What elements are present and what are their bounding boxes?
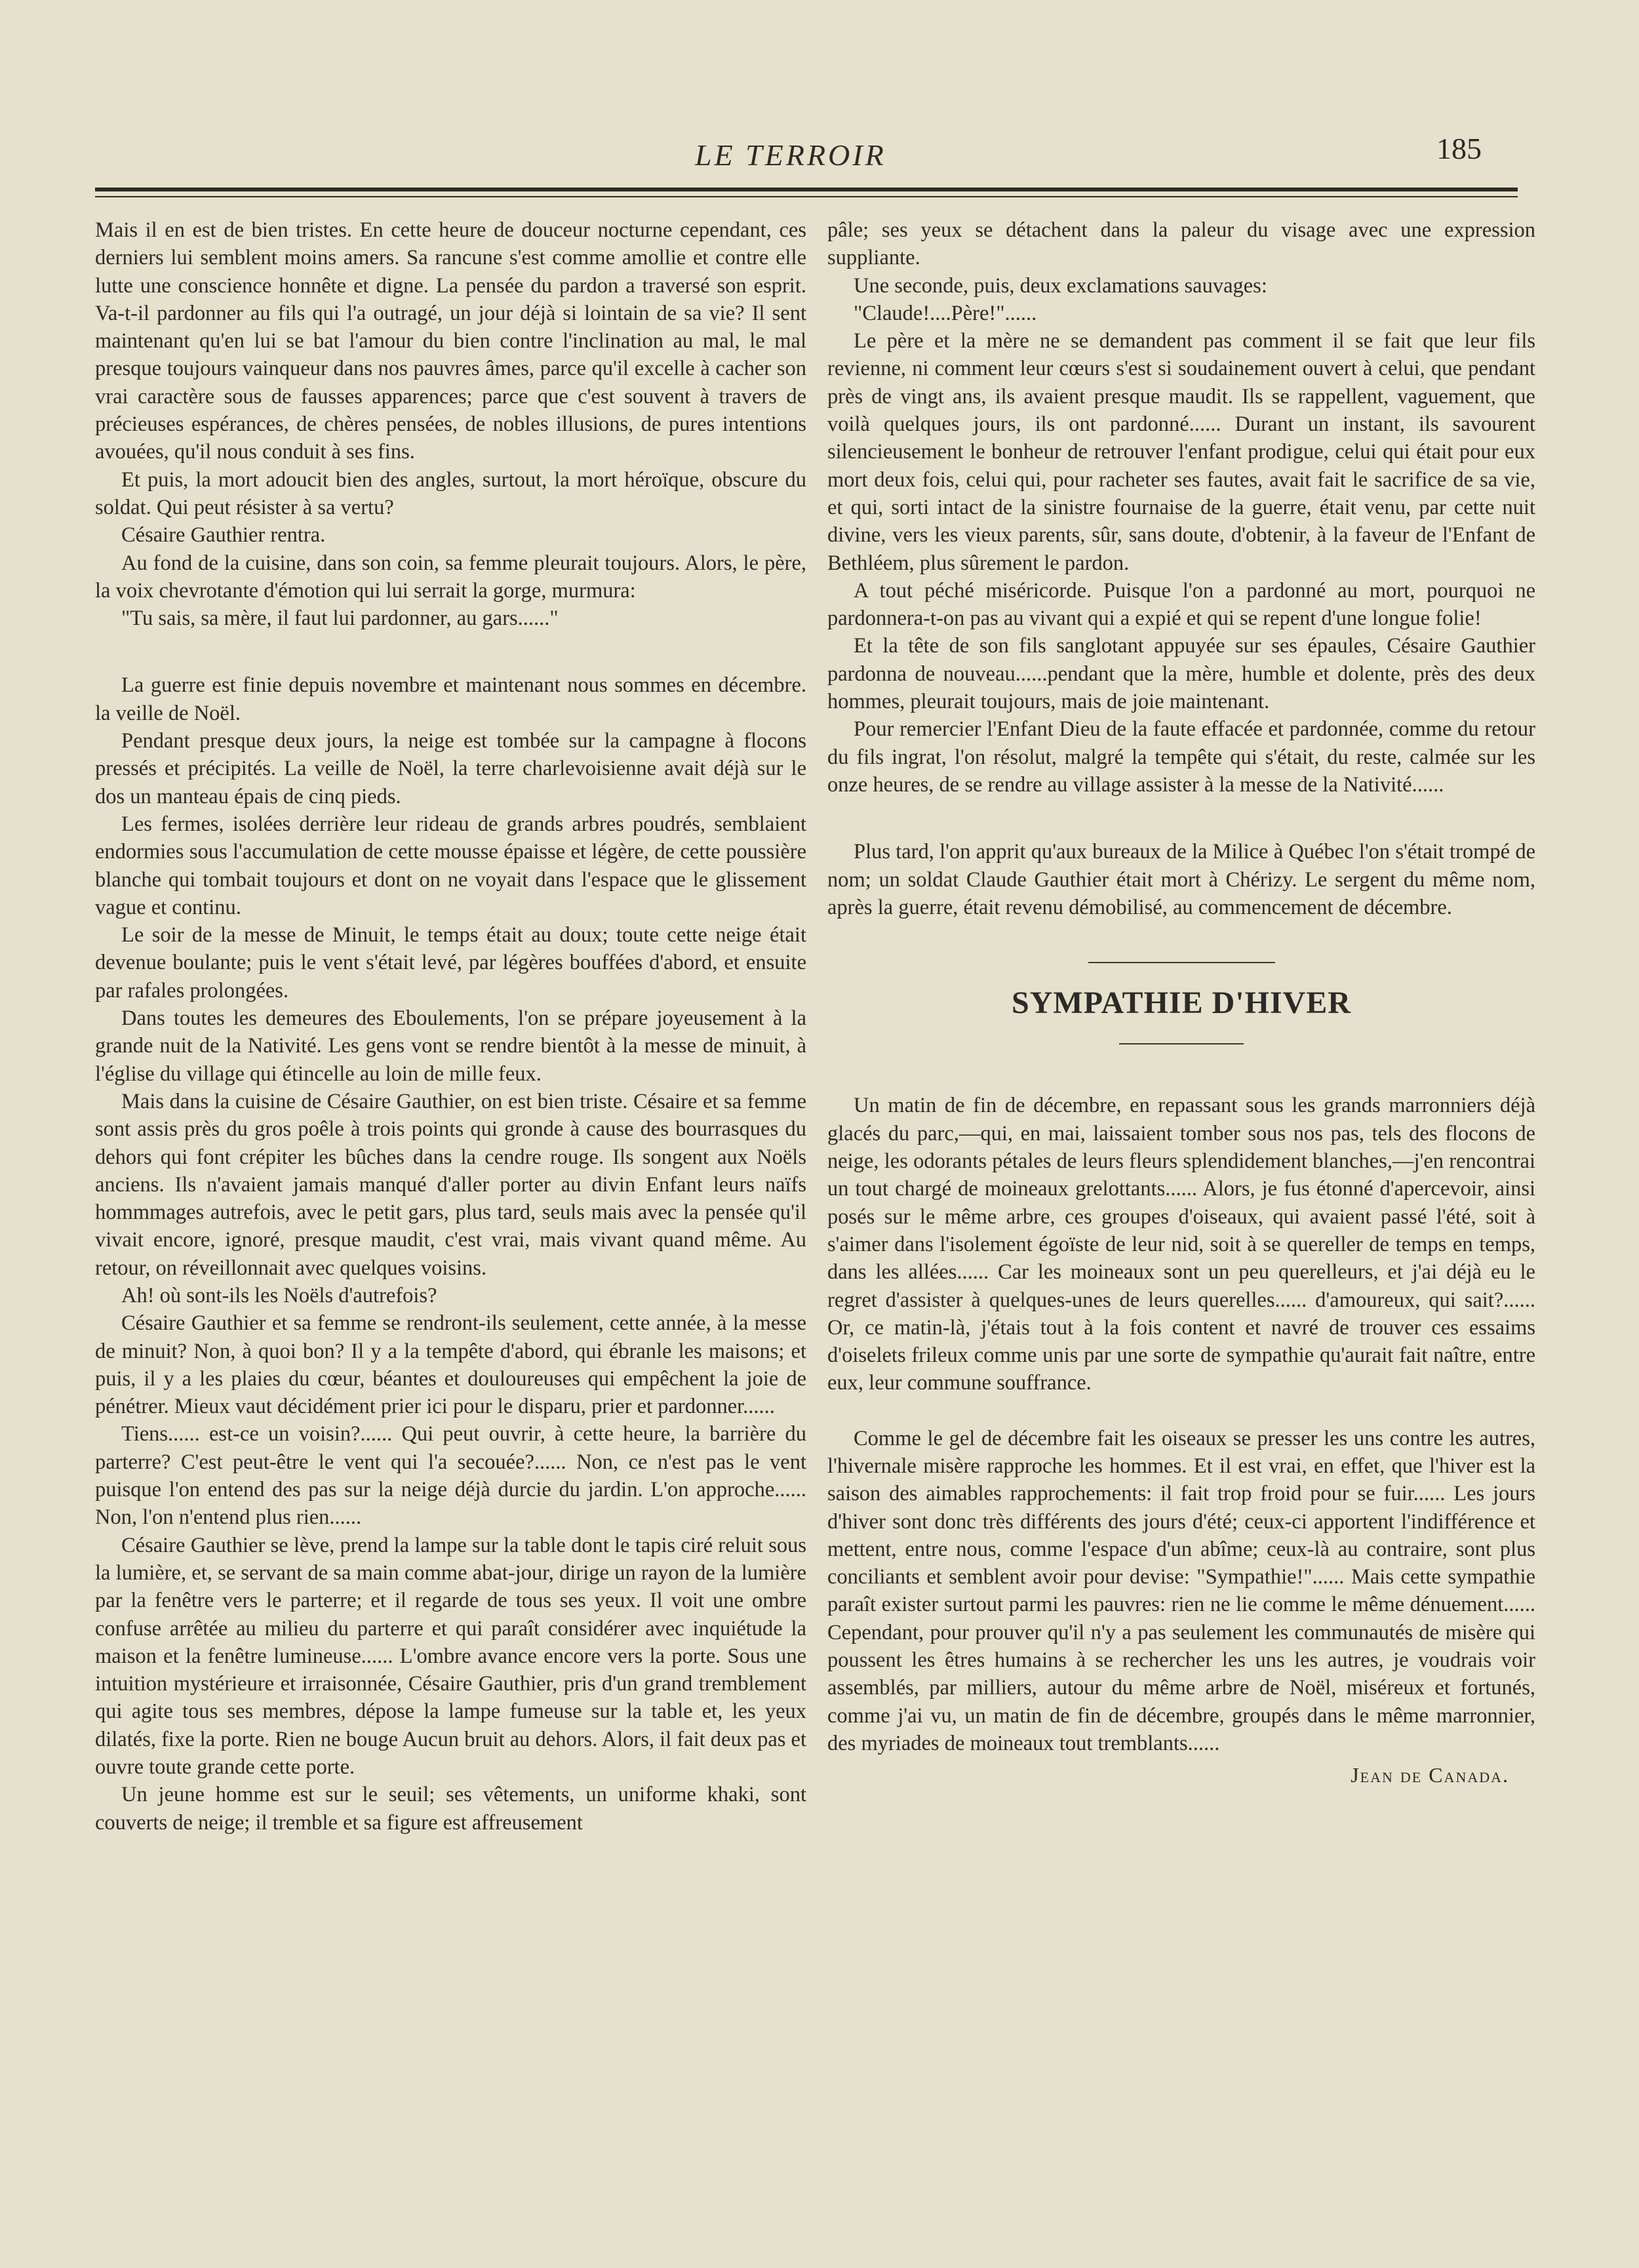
paragraph: Au fond de la cuisine, dans son coin, sa femme pleurait toujours. Alors, le père, la voix chevrotante d'émotion qui lui serrait la gorge, murmura:	[95, 551, 806, 603]
paragraph: Le père et la mère ne se demandent pas comment il se fait que leur fils revienne, ni comment leur cœurs s'est si soudainement ouvert à celui, que pendant près de vingt ans, ils avaient presque maudit. Ils se rappellent, vaguement, que voilà quelques jours, ils ont pardonné...... Durant un instant, ils savourent silencieusement le bonheur de retrouver l'enfant prodigue, celui qui était pour eux mort deux fois, celui qui, pour racheter ses fautes, avait fait le sacrifice de sa vie, et qui, sorti intact de la sinistre fournaise de la guerre, était venu, par cette nuit divine, vers les vieux parents, sûr, sans doute, d'obtenir, à la faveur de l'Enfant de Bethléem, plus sûrement le pardon.	[827, 329, 1535, 575]
left-column	[95, 216, 806, 1837]
paragraph: Et puis, la mort adoucit bien des angles, surtout, la mort héroïque, obscure du soldat. Qui peut résister à sa vertu?	[95, 468, 806, 519]
header-rule-thin	[95, 196, 1518, 197]
author-signature: Jean de Canada.	[1351, 1763, 1509, 1787]
epilogue-paragraph: Plus tard, l'on apprit qu'aux bureaux de la Milice à Québec l'on s'était trompé de nom; un soldat Claude Gauthier était mort à Chérizy. Le sergent du même nom, après la guerre, était revenu démobilisé, au commencement de décembre.	[827, 840, 1535, 919]
page-number: 185	[1436, 132, 1482, 165]
paragraph: Mais il en est de bien tristes. En cette heure de douceur nocturne cependant, ces derniers lui semblent moins amers. Sa rancune s'est comme amollie et contre elle lutte une conscience honnête et digne. La pensée du pardon a traversé son esprit. Va-t-il pardonner au fils qui l'a outragé, un jour déjà si lointain de sa vie? Il sent maintenant qu'en lui se bat l'amour du bien contre l'inclination au mal, le mal presque toujours vainqueur dans nos pauvres âmes, parce qu'il excelle à cacher son vrai caractère sous de fausses apparences; parce que c'est souvent à travers de précieuses espérances, de chères pensées, de nobles illusions, de pures intentions avouées, qu'il nous conduit à ses fins.	[95, 218, 806, 464]
paragraph: Tiens...... est-ce un voisin?...... Qui peut ouvrir, à cette heure, la barrière du parterre? C'est peut-être le vent qui l'a secouée?...... Non, ce n'est pas le vent puisque l'on entend des pas sur la neige déjà durcie du jardin. L'on approche...... Non, l'on n'entend plus rien......	[95, 1422, 806, 1530]
paragraph: Pour remercier l'Enfant Dieu de la faute effacée et pardonnée, comme du retour du fils ingrat, l'on résolut, malgré la tempête qui s'était, du reste, calmée sur les onze heures, de se rendre au village assister à la messe de la Nativité......	[827, 717, 1535, 797]
paragraph: Césaire Gauthier et sa femme se rendront-ils seulement, cette année, à la messe de minuit? Non, à quoi bon? Il y a la tempête d'abord, qui ébranle les maisons; et puis, il y a les plaies du cœur, béantes et douloureuses qui empêchent la joie de pénétrer. Mieux vaut décidément prier ici pour le disparu, prier et pardonner......	[95, 1311, 806, 1419]
spacer	[827, 921, 1535, 962]
paragraph: Dans toutes les demeures des Eboulements, l'on se prépare joyeusement à la grande nuit de la Nativité. Les gens vont se rendre bientôt à la messe de minuit, à l'église du village qui étincelle au loin de mille feux.	[95, 1006, 806, 1086]
paragraph: A tout péché miséricorde. Puisque l'on a pardonné au mort, pourquoi ne pardonnera-t-on pas au vivant qui a expié et qui se repent d'une longue folie!	[827, 578, 1535, 631]
paragraph: Le soir de la messe de Minuit, le temps était au doux; toute cette neige était devenue boulante; puis le vent s'était levé, par légères bouffées d'abord, et ensuite par rafales prolongées.	[95, 923, 806, 1003]
paragraph-gap	[827, 1397, 1535, 1425]
paragraph: Césaire Gauthier se lève, prend la lampe sur la table dont le tapis ciré reluit sous la lumière, et, se servant de sa main comme abat-jour, dirige un rayon de la lumière par la fenêtre vers le parterre; et il regarde de tous ses yeux. Il voit une ombre confuse arrêtée au milieu du parterre et qui paraît considérer avec inquiétude la maison et la fenêtre lumineuse...... L'ombre avance encore vers la porte. Sous une intuition mystérieure et irraisonnée, Césaire Gauthier, pris d'un grand tremblement qui agite tous ses membres, dépose la lampe fumeuse sur la table et, les yeux dilatés, fixe la porte. Rien ne bouge Aucun bruit au dehors. Alors, il fait deux pas et ouvre toute grande cette porte.	[95, 1533, 806, 1780]
paragraph: Comme le gel de décembre fait les oiseaux se presser les uns contre les autres, l'hivernale misère rapproche les hommes. Et il est vrai, en effet, que l'hiver est la saison des aimables rapprochements: il fait trop froid pour se fuir...... Les jours d'hiver sont donc très différents des jours d'été; ceux-ci apportent l'indifférence et mettent, entre nous, comme l'espace d'un abîme; ceux-là au contraire, sont plus conciliants et semblent avoir pour devise: "Sympathie!"...... Mais cette sympathie paraît exister surtout parmi les pauvres: rien ne lie comme le même dénuement...... Cependant, pour prouver qu'il n'y a pas seulement les communautés de misère qui poussent les êtres humains à se rechercher les uns les autres, je voudrais voir assemblés, par milliers, autour du même arbre de Noël, miséreux et fortunés, comme j'ai vu, un matin de fin de décembre, groupés dans le même marronnier, des myriades de moineaux tout tremblants......	[827, 1426, 1535, 1755]
paragraph: Une seconde, puis, deux exclamations sauvages:	[854, 273, 1267, 298]
header-rule-thick	[95, 188, 1518, 191]
spacer	[827, 1044, 1535, 1092]
article-divider	[1088, 962, 1275, 963]
paragraph: Un matin de fin de décembre, en repassant sous les grands marronniers déjà glacés du parc,—qui, en mai, laissaient tomber sous nos pas, tels des flocons de neige, les odorants pétales de leurs fleurs splendidement blanches,—j'en rencontrai un tout chargé de moineaux grelottants...... Alors, je fus étonné d'apercevoir, ainsi posés sur le même arbre, ces groupes d'oiseaux, qui avaient passé l'été, soit à s'aimer dans l'isolement égoïste de leur nid, soit à se quereller de temps en temps, dans les allées...... Car les moineaux sont un peu querelleurs, et j'ai déjà eu le regret d'assister à quelques-unes de leurs querelles...... d'amoureux, qui sait?...... Or, ce matin-là, j'étais tout à la fois content et navré de trouver ces essaims d'oiselets frileux comme unis par une sorte de sympathie qu'aurait fait naître, entre eux, leur commune souffrance.	[827, 1094, 1535, 1395]
paragraph: pâle; ses yeux se détachent dans la paleur du visage avec une expression suppliante.	[827, 218, 1535, 270]
paragraph: La guerre est finie depuis novembre et maintenant nous sommes en décembre. la veille de Noël.	[95, 673, 806, 725]
paragraph: Et la tête de son fils sanglotant appuyée sur ses épaules, Césaire Gauthier pardonna de nouveau......pendant que la mère, humble et dolente, près des deux hommes, pleurait toujours, mais de joie maintenant.	[827, 634, 1535, 714]
paragraph: Ah! où sont-ils les Noëls d'autrefois?	[121, 1283, 437, 1307]
paragraph: Pendant presque deux jours, la neige est tombée sur la campagne à flocons pressés et précipités. La veille de Noël, la terre charlevoisienne avait déjà sur le dos un manteau épais de cinq pieds.	[95, 729, 806, 808]
article-title: SYMPATHIE D'HIVER	[1012, 985, 1351, 1021]
paragraph: Un jeune homme est sur le seuil; ses vêtements, un uniforme khaki, sont couverts de neige; il tremble et sa figure est affreusement	[95, 1783, 806, 1835]
section-break	[95, 632, 806, 671]
paragraph: "Claude!....Père!"......	[854, 301, 1037, 325]
running-title: LE TERROIR	[695, 138, 886, 172]
section-break	[827, 799, 1535, 838]
paragraph: Les fermes, isolées derrière leur rideau de grands arbres poudrés, semblaient endormies sous l'accumulation de cette mousse épaisse et légère, de cette poussière blanche qui tombait toujours et dont on ne voyait dans l'espace que le glissement vague et continu.	[95, 812, 806, 919]
paragraph: "Tu sais, sa mère, il faut lui pardonner, au gars......"	[121, 607, 559, 631]
right-column	[827, 216, 1535, 1789]
paragraph: Césaire Gauthier rentra.	[121, 523, 326, 547]
page-header	[92, 131, 1521, 170]
paragraph: Mais dans la cuisine de Césaire Gauthier, on est bien triste. Césaire et sa femme sont assis près du gros poêle à trois points qui gronde à cause des bourrasques du dehors qui font crépiter les bûches dans la cendre rouge. Ils songent aux Noëls anciens. Ils n'avaient jamais manqué d'aller porter au divin Enfant leurs naïfs hommmages autrefois, avec le petit gars, plus tard, seuls mais avec la pensée qu'il vivait encore, ignoré, presque maudit, c'est vrai, mais vivant quand même. Au retour, on réveillonnait avec quelques voisins.	[95, 1089, 806, 1280]
